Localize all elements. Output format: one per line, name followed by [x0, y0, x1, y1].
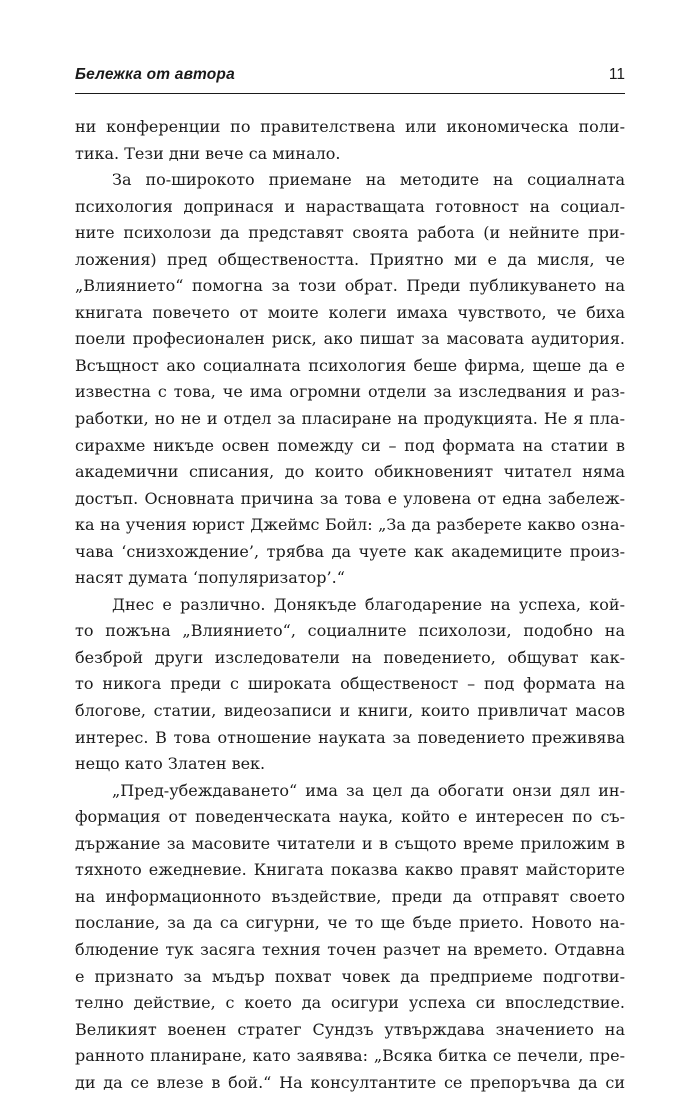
text-line: на информационното въздействие, преди да отправят своето — [75, 886, 625, 906]
text-line: поели професионален риск, ако пишат за масовата аудитория. — [75, 329, 625, 349]
text-line: формация от поведенческата наука, който е интересен по съ- — [75, 807, 625, 827]
text-line: ка на учения юрист Джеймс Бойл: „За да разберете какво озна- — [75, 515, 625, 535]
text-line: послание, за да са сигурни, че то ще бъде прието. Новото на- — [75, 913, 625, 933]
text-line: За по-широкото приемане на методите на социалната — [112, 170, 625, 190]
text-line: психология допринася и нарастващата готовност на социал- — [75, 196, 625, 216]
text-line: академични списания, до които обикновеният читател няма — [75, 462, 625, 482]
page-number: 11 — [608, 66, 625, 83]
text-line: тика. Тези дни вече са минало. — [75, 143, 341, 163]
text-line: държание за масовите читатели и в същото време приложим в — [75, 833, 625, 853]
text-line: книгата повечето от моите колеги имаха чувството, че биха — [75, 302, 625, 322]
text-line: ранното планиране, като заявява: „Всяка битка се печели, пре- — [75, 1046, 625, 1066]
text-line: то никога преди с широката общественост – под формата на — [75, 674, 625, 694]
text-line: Днес е различно. Донякъде благодарение на успеха, кой- — [112, 594, 625, 614]
text-line: блогове, статии, видеозаписи и книги, които привличат масов — [75, 701, 625, 721]
text-line: е признато за мъдър похват човек да предприеме подготви- — [75, 966, 625, 986]
text-line: блюдение тук засяга техния точен разчет на времето. Отдавна — [75, 939, 625, 959]
text-line: ни конференции по правителствена или икономическа поли- — [75, 117, 625, 136]
body-text — [75, 114, 625, 1096]
running-title: Бележка от автора — [75, 66, 235, 83]
text-line: сирахме никъде освен помежду си – под формата на статии в — [75, 435, 625, 455]
text-line: тяхното ежедневие. Книгата показва какво правят майсторите — [75, 860, 625, 880]
text-line: то пожъна „Влиянието“, социалните психолози, подобно на — [75, 621, 625, 641]
text-line: Всъщност ако социалната психология беше фирма, щеше да е — [75, 355, 625, 375]
text-line: насят думата ‘популяризатор’.“ — [75, 568, 345, 588]
text-line: „Пред-убеждаването“ има за цел да обогати онзи дял ин- — [112, 780, 625, 800]
header-rule — [75, 93, 625, 94]
text-line: ложения) пред обществеността. Приятно ми е да мисля, че — [75, 249, 625, 269]
text-line: ди да се влезе в бой.“ На консултантите се препоръчва да си — [75, 1072, 625, 1092]
text-line: интерес. В това отношение науката за поведението преживява — [75, 727, 625, 747]
page-header — [75, 66, 625, 92]
text-line: безброй други изследователи на поведението, общуват как- — [75, 647, 625, 667]
text-line: Великият военен стратег Сундзъ утвърждава значението на — [75, 1019, 625, 1039]
text-line: ните психолози да представят своята работа (и нейните при- — [75, 223, 625, 243]
text-line: работки, но не и отдел за пласиране на продукцията. Не я пла- — [75, 409, 625, 429]
text-line: чава ‘снизхождение’, трябва да чуете как академиците произ- — [75, 541, 625, 561]
text-line: нещо като Златен век. — [75, 754, 266, 774]
text-line: достъп. Основната причина за това е уловена от една забележ- — [75, 488, 625, 508]
text-line: „Влиянието“ помогна за този обрат. Преди публикуването на — [75, 276, 625, 296]
text-line: известна с това, че има огромни отдели за изследвания и раз- — [75, 382, 625, 402]
text-line: телно действие, с което да осигури успеха си впоследствие. — [75, 993, 625, 1013]
